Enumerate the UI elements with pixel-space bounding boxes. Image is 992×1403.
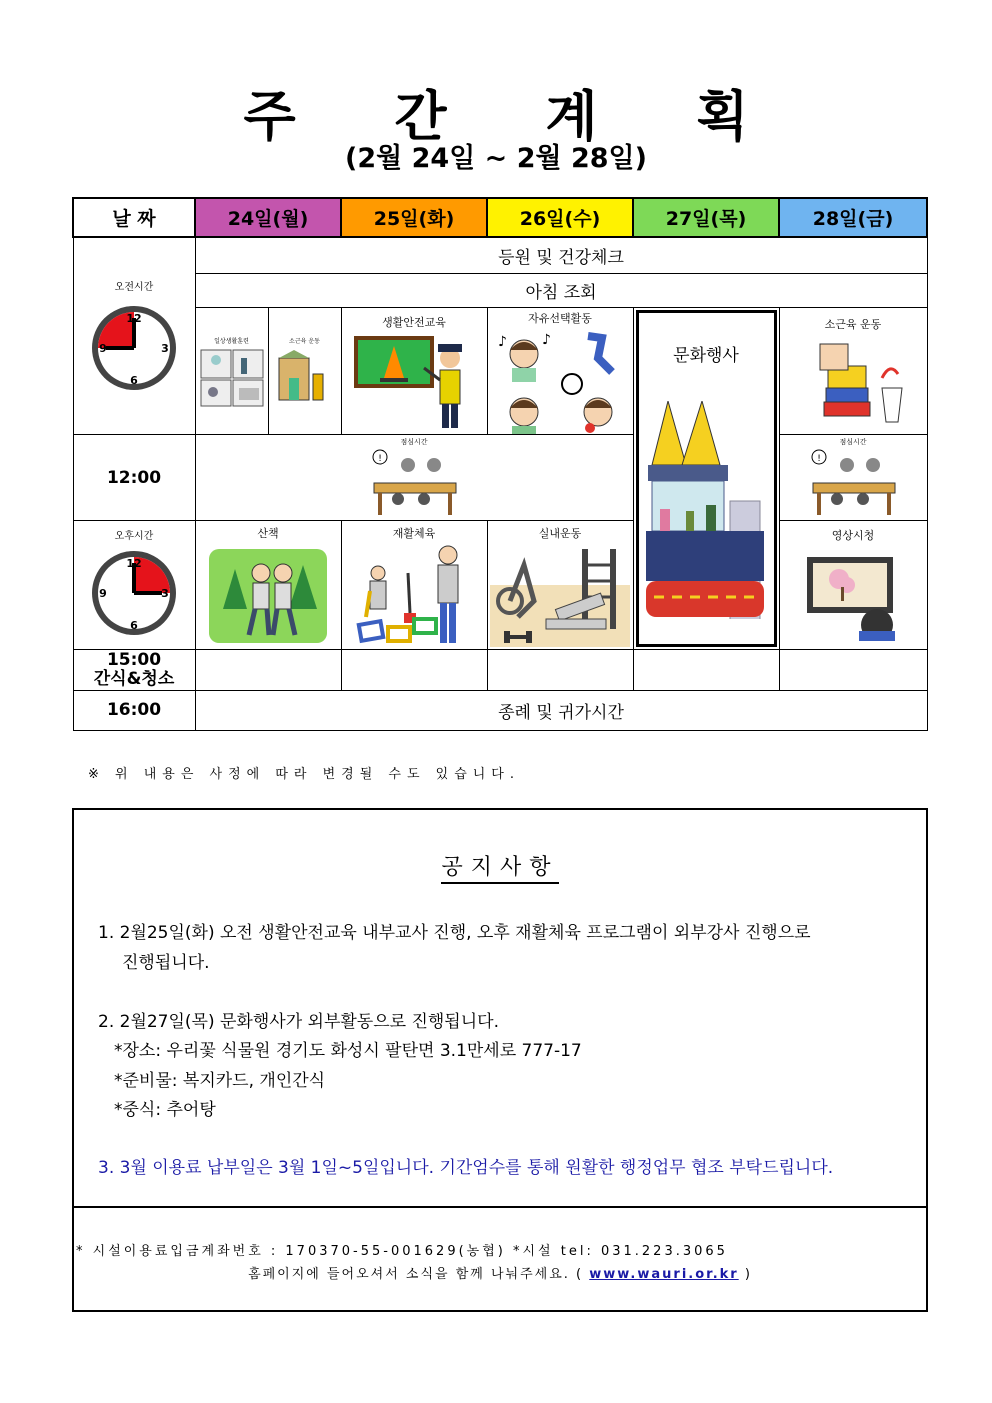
homepage-suffix: ) — [744, 1267, 752, 1282]
thu-event-activity: 문화행사 — [673, 345, 739, 366]
walk-icon — [209, 549, 327, 643]
end-of-day-bar: 종례 및 귀가시간 — [195, 690, 927, 730]
header-date: 날 짜 — [73, 198, 195, 237]
rehab-sports-icon — [352, 543, 476, 647]
afternoon-label: 오후시간 — [114, 531, 154, 543]
svg-text:12: 12 — [126, 312, 142, 326]
morning-label: 오전시간 — [114, 282, 154, 294]
snack-fri-cell — [779, 649, 927, 690]
notice-box — [72, 808, 928, 1312]
weekly-schedule-table — [72, 197, 928, 731]
morning-time-cell — [73, 237, 195, 435]
afternoon-clock-icon — [88, 547, 180, 639]
account-info: * 시설이용료입금계좌번호 : 170370-55-001629(농협) *시설 tel: 031.223.3065 — [76, 1244, 728, 1259]
notice-item-3: 3. 3월 이용료 납부일은 3월 1일~5일입니다. 기간엄수를 통해 원활한 행정업무 협조 부탁드립니다. — [98, 1158, 834, 1178]
svg-text:♪: ♪ — [498, 333, 507, 350]
notice-item-2-lunch: *중식: 추어탕 — [114, 1100, 216, 1120]
fri-pm-cell — [779, 521, 927, 649]
header-mon: 24일(월) — [195, 198, 341, 237]
snack-mon-cell — [195, 649, 341, 690]
notice-item-1: 1. 2월25일(화) 오전 생활안전교육 내부교사 진행, 오후 재활체육 프로그램이 외부강사 진행으로 — [98, 923, 811, 943]
thu-event-cell — [633, 307, 779, 649]
fri-am-activity: 소근육 운동 — [824, 317, 882, 331]
svg-text:3: 3 — [161, 587, 169, 601]
svg-text:!: ! — [378, 454, 382, 465]
noon-time-cell: 12:00 — [73, 435, 195, 521]
safety-education-icon — [352, 330, 476, 430]
tue-pm-cell — [341, 521, 487, 649]
tue-am-activity: 생활안전교육 — [382, 315, 446, 329]
change-notice: ※ 위 내용은 사정에 따라 변경될 수도 있습니다. — [88, 767, 520, 782]
svg-text:3: 3 — [161, 342, 169, 356]
wed-pm-cell — [487, 521, 633, 649]
fri-lunch-icon — [807, 447, 899, 517]
lunch-icon — [368, 447, 460, 517]
morning-clock-icon — [88, 302, 180, 394]
svg-text:12: 12 — [126, 557, 142, 571]
fri-lunch-label: 점심시간 — [839, 438, 867, 447]
page-subtitle: (2월 24일 ~ 2월 28일) — [345, 143, 647, 174]
wed-pm-activity: 실내운동 — [538, 527, 582, 541]
svg-text:6: 6 — [130, 374, 138, 388]
wed-am-activity: 자유선택활동 — [528, 311, 592, 325]
video-viewing-icon — [803, 553, 903, 641]
fri-pm-activity: 영상시청 — [831, 529, 875, 543]
snack-label: 간식&청소 — [93, 668, 175, 689]
fri-am-cell — [779, 307, 927, 434]
notice-item-2-place: *장소: 우리꽃 식물원 경기도 화성시 팔탄면 3.1만세로 777-17 — [114, 1041, 582, 1061]
cup-stacking-icon — [798, 338, 908, 428]
svg-text:!: ! — [817, 454, 821, 465]
notice-title-wrap — [74, 850, 926, 881]
indoor-exercise-icon — [490, 545, 630, 647]
snack-tue-cell — [341, 649, 487, 690]
notice-item-1-cont: 진행됩니다. — [122, 953, 210, 973]
mon-pm-activity: 산책 — [257, 527, 279, 541]
end-time-cell: 16:00 — [73, 690, 195, 730]
arrival-bar: 등원 및 건강체크 — [195, 237, 927, 273]
wed-am-cell — [487, 307, 633, 434]
fine-motor-icon — [275, 348, 335, 404]
notice-item-2: 2. 2월27일(목) 문화행사가 외부활동으로 진행됩니다. — [98, 1012, 499, 1032]
mon-am-cell — [195, 307, 341, 434]
mon-am-activity-1: 일상생활훈련 — [214, 337, 249, 345]
snack-wed-cell — [487, 649, 633, 690]
mon-am-activity-2: 소근육 운동 — [289, 337, 320, 345]
header-thu: 27일(목) — [633, 198, 779, 237]
snack-time-cell — [73, 649, 195, 690]
svg-text:9: 9 — [99, 342, 107, 356]
header-tue: 25일(화) — [341, 198, 487, 237]
tue-pm-activity: 재활체육 — [392, 527, 436, 541]
snack-time: 15:00 — [106, 649, 162, 670]
svg-text:9: 9 — [99, 587, 107, 601]
culture-event-icon — [646, 401, 766, 619]
page-title: 주 간 계 획 — [243, 85, 789, 148]
notice-item-2-prep: *준비물: 복지카드, 개인간식 — [114, 1071, 326, 1091]
snack-thu-cell — [633, 649, 779, 690]
homepage-prefix: 홈페이지에 들어오셔서 소식을 함께 나눠주세요. ( — [248, 1267, 584, 1282]
header-row — [73, 198, 927, 237]
daily-life-icon — [199, 348, 265, 408]
header-wed: 26일(수) — [487, 198, 633, 237]
svg-text:♪: ♪ — [542, 331, 551, 348]
homepage-line — [74, 1263, 926, 1282]
fri-lunch-cell — [779, 435, 927, 521]
mon-pm-cell — [195, 521, 341, 649]
notice-divider — [74, 1206, 926, 1208]
notice-title: 공지사항 — [441, 855, 558, 884]
assembly-bar: 아침 조회 — [195, 273, 927, 307]
header-fri: 28일(금) — [779, 198, 927, 237]
free-activity-icon — [490, 328, 630, 434]
homepage-link[interactable]: www.wauri.or.kr — [589, 1267, 739, 1282]
svg-text:6: 6 — [130, 619, 138, 633]
tue-am-cell — [341, 307, 487, 434]
afternoon-time-cell — [73, 521, 195, 649]
lunch-label: 점심시간 — [400, 438, 428, 447]
lunch-cell — [195, 435, 633, 521]
